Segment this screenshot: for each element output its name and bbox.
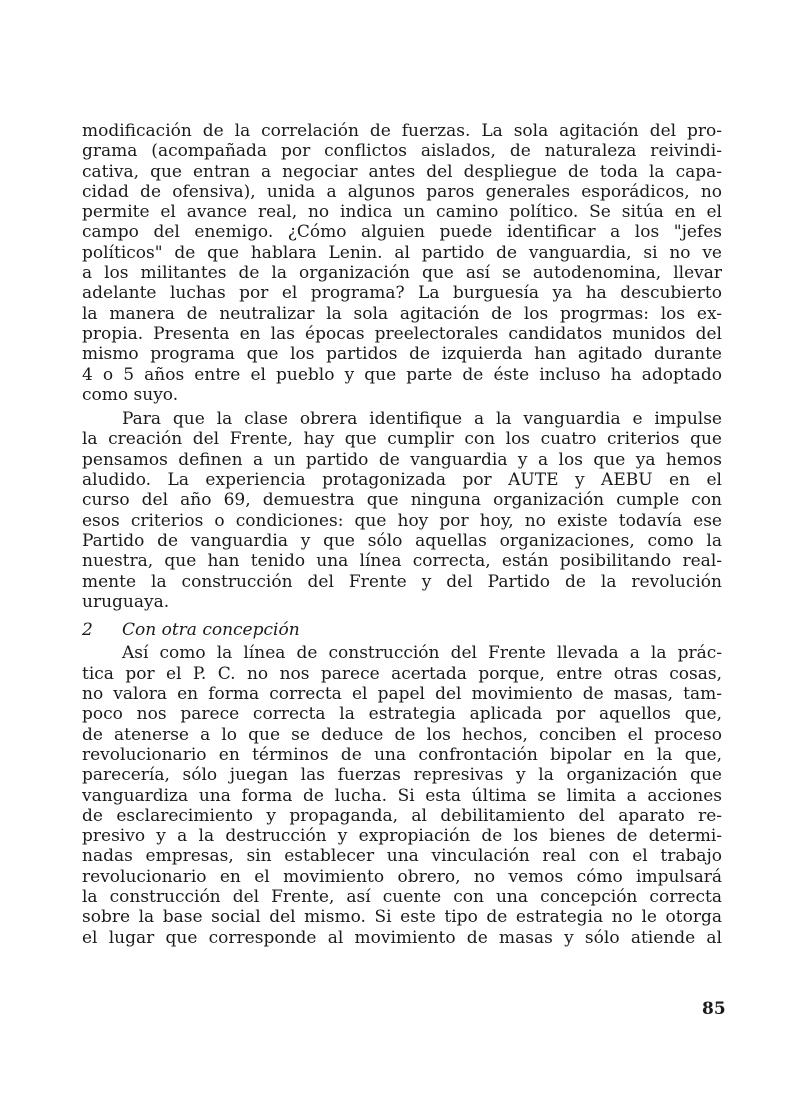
text-line: la construcción del Frente, así cuente con una concepción correcta <box>82 886 722 907</box>
text-line: no valora en forma correcta el papel del movimiento de masas, tam- <box>82 684 722 705</box>
page-number: 85 <box>702 999 726 1019</box>
text-line: tica por el P. C. no nos parece acertada porque, entre otras cosas, <box>82 663 722 684</box>
text-line: Partido de vanguardia y que sólo aquellas organizaciones, como la <box>82 530 722 551</box>
text-line: campo del enemigo. ¿Cómo alguien puede identificar a los "jefes <box>82 222 722 243</box>
text-line: sobre la base social del mismo. Si este tipo de estrategia no le otorga <box>82 907 722 928</box>
text-line: nadas empresas, sin establecer una vinculación real con el trabajo <box>82 846 722 867</box>
text-line: nuestra, que han tenido una línea correcta, están posibilitando real- <box>82 551 722 572</box>
text-line: 4 o 5 años entre el pueblo y que parte de éste incluso ha adoptado <box>82 364 722 385</box>
text-line: adelante luchas por el programa? La burguesía ya ha descubierto <box>82 283 722 304</box>
text-line: la manera de neutralizar la sola agitación de los progrmas: los ex- <box>82 303 722 324</box>
text-line: curso del año 69, demuestra que ninguna organización cumple con <box>82 490 722 511</box>
text-line: de esclarecimiento y propaganda, al debilitamiento del aparato re- <box>82 805 722 826</box>
text-line: esos criterios o condiciones: que hoy por hoy, no existe todavía ese <box>82 510 722 531</box>
text-line: revolucionario en el movimiento obrero, no vemos cómo impulsará <box>82 866 722 887</box>
text-line: como suyo. <box>82 384 179 405</box>
text-line: presivo y a la destrucción y expropiación de los bienes de determi- <box>82 826 722 847</box>
text-line: cidad de ofensiva), unida a algunos paros generales esporádicos, no <box>82 181 722 202</box>
section-heading <box>82 620 722 640</box>
text-line: de atenerse a lo que se deduce de los hechos, conciben el proceso <box>82 724 722 745</box>
text-line: Así como la línea de construcción del Frente llevada a la prác- <box>122 643 722 664</box>
paragraph-2 <box>82 409 722 612</box>
text-line: mismo programa que los partidos de izquierda han agitado durante <box>82 344 722 365</box>
text-line: vanguardiza una forma de lucha. Si esta última se limita a acciones <box>82 785 722 806</box>
paragraph-3 <box>82 643 722 947</box>
text-line: permite el avance real, no indica un camino político. Se sitúa en el <box>82 202 722 223</box>
section-number: 2 <box>82 620 93 641</box>
text-line: la creación del Frente, hay que cumplir con los cuatro criterios que <box>82 429 722 450</box>
text-line: modificación de la correlación de fuerzas. La sola agitación del pro- <box>82 121 722 141</box>
text-line: el lugar que corresponde al movimiento de masas y sólo atiende al <box>82 927 722 948</box>
text-line: propia. Presenta en las épocas preelectorales candidatos munidos del <box>82 323 722 344</box>
text-line: revolucionario en términos de una confrontación bipolar en la que, <box>82 744 722 765</box>
text-line: grama (acompañada por conflictos aislados, de naturaleza reivindi- <box>82 141 722 162</box>
page-body <box>82 121 722 952</box>
text-line: aludido. La experiencia protagonizada por AUTE y AEBU en el <box>82 470 722 491</box>
text-line: parecería, sólo juegan las fuerzas represivas y la organización que <box>82 765 722 786</box>
text-line: cativa, que entran a negociar antes del despliegue de toda la capa- <box>82 161 722 182</box>
text-line: a los militantes de la organización que así se autodenomina, llevar <box>82 263 722 284</box>
text-line: mente la construcción del Frente y del Partido de la revolución <box>82 571 722 592</box>
text-line: políticos" de que hablara Lenin. al partido de vanguardia, si no ve <box>82 242 722 263</box>
text-line: pensamos definen a un partido de vanguardia y a los que ya hemos <box>82 449 722 470</box>
text-line: Para que la clase obrera identifique a la vanguardia e impulse <box>122 409 722 430</box>
text-line: poco nos parece correcta la estrategia aplicada por aquellos que, <box>82 704 722 725</box>
paragraph-1 <box>82 121 722 405</box>
text-line: uruguaya. <box>82 591 170 612</box>
section-title: Con otra concepción <box>122 620 300 641</box>
